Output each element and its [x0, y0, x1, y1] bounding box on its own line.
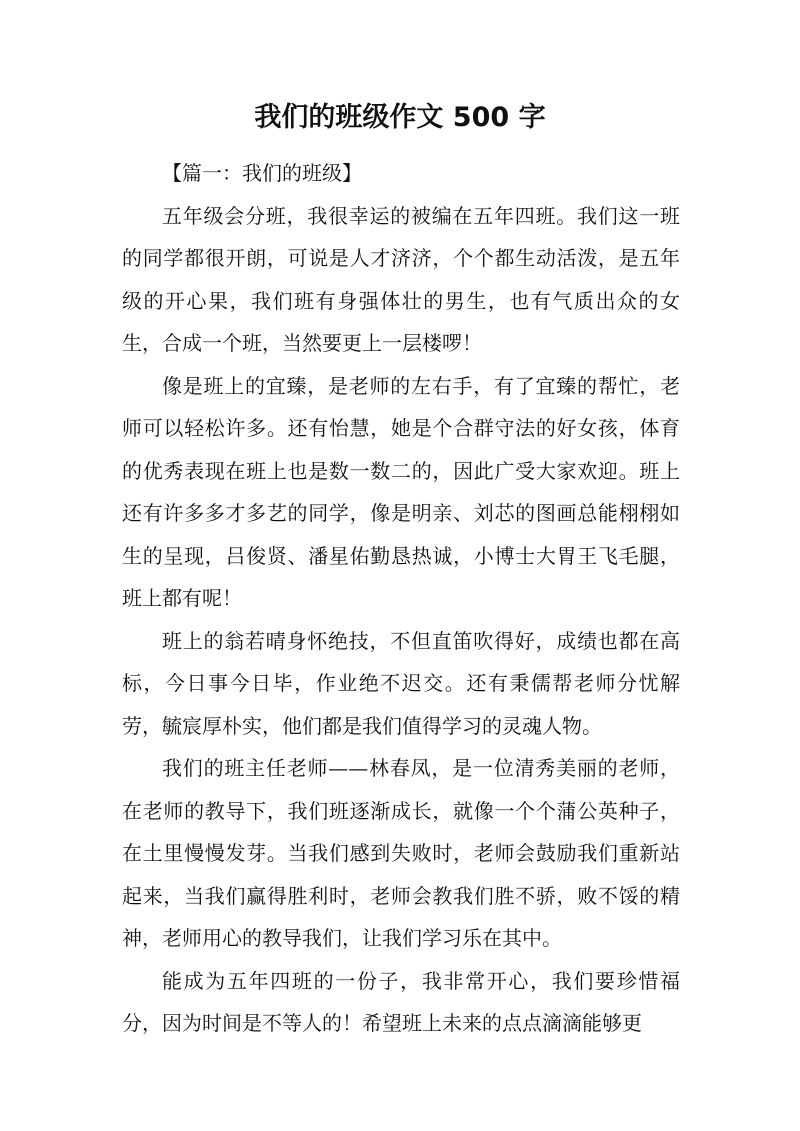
document-body [122, 152, 680, 1045]
paragraph-5: 能成为五年四班的一份子，我非常开心，我们要珍惜福分，因为时间是不等人的！希望班上未来的点点滴滴能够更 [122, 968, 680, 1035]
paragraph-4: 我们的班主任老师——林春凤，是一位清秀美丽的老师，在老师的教导下，我们班逐渐成长，就像一个个蒲公英种子，在土里慢慢发芽。当我们感到失败时，老师会鼓励我们重新站起来，当我们赢得胜利时，老师会教我们胜不骄，败不馁的精神，老师用心的教导我们，让我们学习乐在其中。 [122, 756, 680, 950]
paragraph-1: 五年级会分班，我很幸运的被编在五年四班。我们这一班的同学都很开朗，可说是人才济济，个个都生动活泼，是五年级的开心果，我们班有身强体壮的男生，也有气质出众的女生，合成一个班，当然要更上一层楼啰！ [122, 203, 680, 355]
document-title: 我们的班级作文 500 字 [254, 102, 546, 133]
paragraph-3: 班上的翁若晴身怀绝技，不但直笛吹得好，成绩也都在高标，今日事今日毕，作业绝不迟交。还有秉儒帮老师分忧解劳，毓宸厚朴实，他们都是我们值得学习的灵魂人物。 [122, 628, 680, 738]
section-heading: 【篇一：我们的班级】 [162, 161, 362, 185]
paragraph-2: 像是班上的宜臻，是老师的左右手，有了宜臻的帮忙，老师可以轻松许多。还有怡慧，她是个合群守法的好女孩，体育的优秀表现在班上也是数一数二的，因此广受大家欢迎。班上还有许多多才多艺的同学，像是明亲、刘芯的图画总能栩栩如生的呈现，吕俊贤、潘星佑勤恳热诚，小博士大胃王飞毛腿，班上都有呢！ [122, 373, 680, 610]
